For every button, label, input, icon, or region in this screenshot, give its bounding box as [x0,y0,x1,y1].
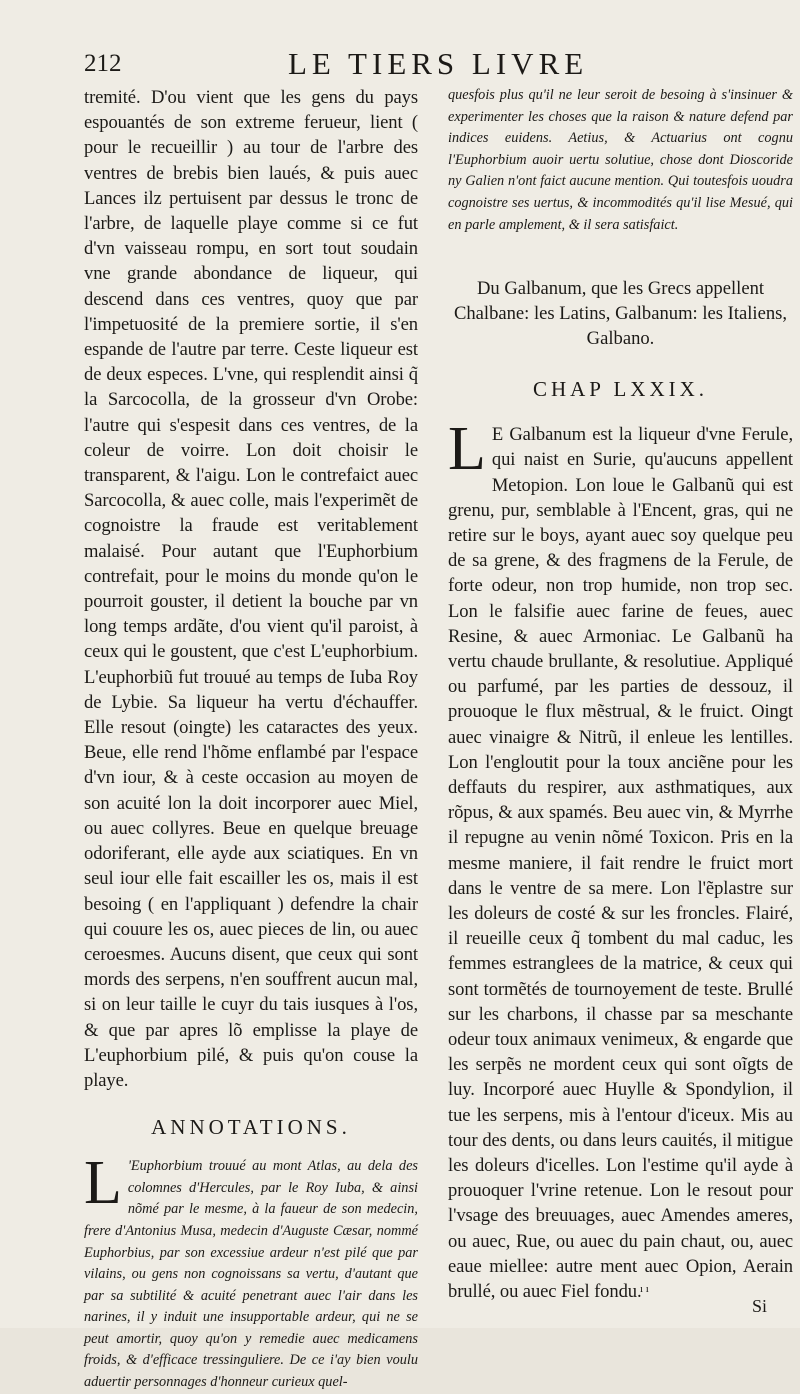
running-title: LE TIERS LIVRE [288,46,589,81]
section-title: Du Galbanum, que les Grecs appellent Chalbane: les Latins, Galbanum: les Italiens, Galbano. [453,278,788,350]
annotation-drop-cap: L [84,1149,122,1218]
catchword: Si [752,1296,768,1316]
chapter-drop-cap: L [448,415,486,484]
annotation-continuation: quesfois plus qu'il ne leur seroit de besoing à s'insinuer & experimenter les choses que la raison & nature defend par indices euidens. Aetius, & Actuarius ont cognu l'Euphorbium auoir uertu solutiue, chose dont Dioscoride ny Galien n'ont faict aucune mention. Qui toutesfois uoudra cognoistre ses uertus, & incommodités qu'il lise Mesué, qui en parle amplement, & il sera satisfaict. [448,87,793,233]
page-number: 212 [84,50,122,77]
left-column [84,85,418,1394]
annotation-text: 'Euphorbium trouué au mont Atlas, au dela des colomnes d'Hercules, par le Roy Iuba, & ainsi nõmé par le mesme, à la faueur de son medecin, frere d'Antonius Musa, medecin d'Auguste Cæsar, nommé Euphorbius, par son excessiue ardeur n'est pilé que par vilains, ou gens non cognoissans sa vertu, d'autant que par sa subtilité & acuité penetrant auec l'air dans les narines, il y induit une insupportable ardeur, qui ne se peut amortir, quoy qu'on y remedie auec medicamens froids, & d'efficace tressinguliere. De ce i'ay bien voulu aduertir personnages d'honneur curieux quel- [84,1158,418,1391]
annotations-heading: ANNOTATIONS. [151,1115,351,1140]
annotation-block [84,1149,418,1394]
right-column [448,85,793,1304]
chapter-text: E Galbanum est la liqueur d'vne Ferule, qui naist en Surie, qu'aucuns appellent Metopion. Lon loue le Galbanũ qui est grenu, pur, semblable à l'Encent, gras, qui ne retire sur le boys, ayant auec soy quelque peu de sa grene, & des fragmens de la Ferule, de forte odeur, non trop humide, non trop sec. Lon le falsifie auec farine de feues, auec Resine, & auec Armoniac. Le Galbanũ ha vertu chaude brullante, & resolutiue. Appliqué ou parfumé, par les parties de dessouz, il prouoque le flux mẽstrual, & le fruict. Oingt auec vinaigre & Nitrũ, il enleue les lentilles. Lon l'engloutit pour la toux anciẽne pour les deffauts du respirer, aux asthmatiques, aux rõpus, & aux spamés. Beu auec vin, & Myrrhe il repugne au venin nõmé Toxicon. Pris en la mesme maniere, il fait rendre le fruict mort dans le ventre de sa mere. Lon l'ẽplastre sur les doleurs de costé & sur les froncles. Flairé, il reueille ceux q̃ tombent du mal caduc, les femmes estranglees de la matrice, & ceux qui sont tormẽtés de tournoyement de teste. Brullé sur les charbons, il chasse par sa meschante odeur toux animaux venimeux, & engarde que les serpẽs ne mordent ceux qui sont oĩgts de luy. Incorporé auec Huylle & Spondylion, il tue les serpens, mis à l'entour d'iceux. Mis au tour des dents, ou dans leurs cauités, il mitigue les doleurs d'icelles. Lon l'estime qu'il ayde à prouoquer l'vrine retenue. Lon le resout pour l'vsage des breuuages, auec Amendes ameres, ou auec, Rue, ou auec du pain chaut, ou, auec eaue miellee: autre ment auec Opion, Aerain brullé, ou auec Fiel fondu. [448,424,793,1303]
signature-mark: ı ı [640,1283,649,1295]
page-header [0,46,800,90]
main-paragraph: tremité. D'ou vient que les gens du pays espouantés de son extreme ferueur, lient ( pour le recueillir ) au tour de l'arbre des ventres de brebis bien laués, & puis auec Lances ilz pertuisent par dessus le tronc de l'arbre, de laquelle playe comme si ce fut d'vn vaisseau rompu, en sort tout soudain vne grande abondance de liqueur, qui descend dans ces ventres, quoy que par l'impetuosité de la premiere sortie, il s'en espande de l'autre par terre. Ceste liqueur est de deux especes. L'vne, qui resplendit ainsi q̃ la Sarcocolla, de la grosseur d'vn Orobe: l'autre qui s'espesit dans ces ventres, de la coleur de voirre. Lon doit choisir le transparent, & l'aigu. Lon le contrefaict auec Sarcocolla, & auec colle, mais l'experimẽt de cognoistre la fraude est veritablement malaisé. Pour autant que l'Euphorbium contrefait, pour le moins du monde qu'on le pourroit gouster, il detient la bouche par vn long temps ardãte, d'ou vient qu'il paroist, à ceux qui le goustent, que c'est L'euphorbium. L'euphorbiũ fut trouué au temps de Iuba Roy de Lybie. Sa liqueur ha vertu d'échauffer. Elle resout (oingte) les cataractes des yeux. Beue, elle rend l'hõme enflambé par l'espace d'vn iour, & à ceste occasion au moyen de son acuité lon la doit incorporer auec Miel, ou auec collyres. Beue en quelque breuage odoriferant, elle ayde aux sciatiques. En vn seul iour elle fait escailler les os, mais il est besoing ( en l'appliquant ) defendre la chair qui couure les os, auec pieces de lin, ou auec ceroesmes. Aucuns disent, que ceux qui sont mords des serpens, n'en souffrent aucun mal, si on leur taille le cuyr du tais iusques à l'os, & que par apres lõ emplisse la playe de L'euphorbium pilé, & puis qu'on couse la playe. [84,87,418,1091]
chapter-heading: CHAP LXXIX. [532,377,709,402]
chapter-block [448,415,793,1304]
